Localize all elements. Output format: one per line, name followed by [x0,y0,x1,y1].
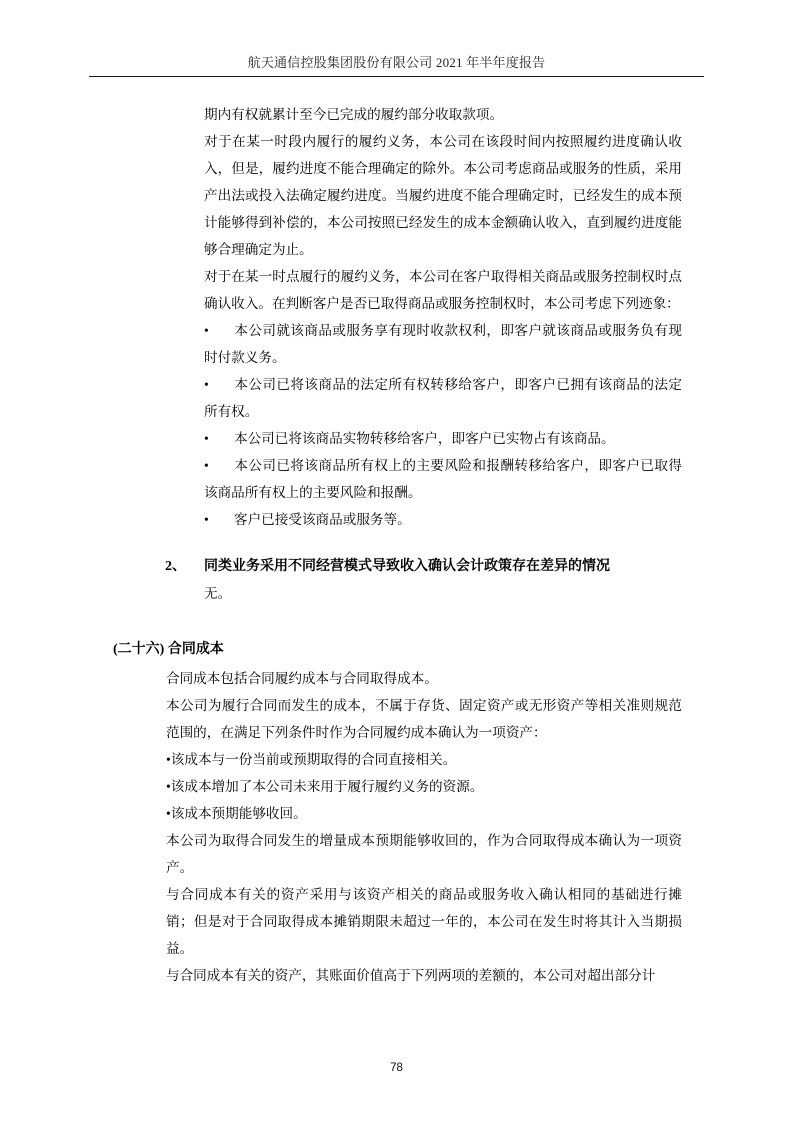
bullet-icon: • [204,323,209,338]
bullet-item [204,425,682,452]
page-number: 78 [390,1062,403,1074]
section-heading: (二十六) 合同成本 [113,642,224,657]
bullet-text: 客户已接受该商品或服务等。 [234,512,411,527]
bullet-text: 本公司已将该商品的法定所有权转移给客户，即客户已拥有该商品的法定所有权。 [204,377,682,419]
bullet-text: 本公司就该商品或服务享有现时收款权利，即客户就该商品或服务负有现时付款义务。 [204,323,682,365]
bullet-item: •该成本与一份当前或预期取得的合同直接相关。 [166,752,457,767]
report-title: 航天通信控股集团股份有限公司 2021 年半年度报告 [247,55,546,70]
bullet-icon: • [204,431,209,446]
paragraph: 对于在某一时点履行的履约义务，本公司在客户取得相关商品或服务控制权时点确认收入。在判断客户是否已取得商品或服务控制权时，本公司考虑下列迹象： [204,269,682,311]
bullet-icon: • [204,377,209,392]
paragraph: 对于在某一时段内履行的履约义务，本公司在该段时间内按照履约进度确认收入，但是，履约进度不能合理确定的除外。本公司考虑商品或服务的性质，采用产出法或投入法确定履约进度。当履约进度不能合理确定时，已经发生的成本预计能够得到补偿的，本公司按照已经发生的成本金额确认收入，直到履约进度能够合理确定为止。 [204,134,682,257]
bullet-text: 本公司已将该商品所有权上的主要风险和报酬转移给客户，即客户已取得该商品所有权上的主要风险和报酬。 [204,458,682,500]
bullet-item [204,371,682,425]
paragraph: 与合同成本有关的资产采用与该资产相关的商品或服务收入确认相同的基础进行摊销；但是对于合同取得成本摊销期限未超过一年的，本公司在发生时将其计入当期损益。 [166,887,682,956]
paragraph: 期内有权就累计至今已完成的履约部分收取款项。 [204,107,504,122]
bullet-icon: • [204,458,209,473]
paragraph: 无。 [204,586,232,601]
bullet-item [204,317,682,371]
bullet-icon: • [204,512,209,527]
paragraph: 本公司为取得合同发生的增量成本预期能够收回的，作为合同取得成本确认为一项资产。 [166,833,682,875]
bullet-item [204,452,682,506]
bullet-item: •该成本增加了本公司未来用于履行履约义务的资源。 [166,779,484,794]
paragraph: 与合同成本有关的资产，其账面价值高于下列两项的差额的，本公司对超出部分计 [166,968,656,983]
page-header [89,0,704,77]
bullet-item: •该成本预期能够收回。 [166,806,307,821]
bullet-text: 本公司已将该商品实物转移给客户，即客户已实物占有该商品。 [234,431,615,446]
subsection-title: 同类业务采用不同经营模式导致收入确认会计政策存在差异的情况 [204,559,610,574]
paragraph: 合同成本包括合同履约成本与合同取得成本。 [166,671,438,686]
page-body [0,77,793,989]
subsection-heading [165,553,682,580]
subsection-number: 2、 [165,559,186,574]
bullet-item [204,506,682,533]
paragraph: 本公司为履行合同而发生的成本，不属于存货、固定资产或无形资产等相关准则规范范围的，在满足下列条件时作为合同履约成本确认为一项资产： [166,698,682,740]
